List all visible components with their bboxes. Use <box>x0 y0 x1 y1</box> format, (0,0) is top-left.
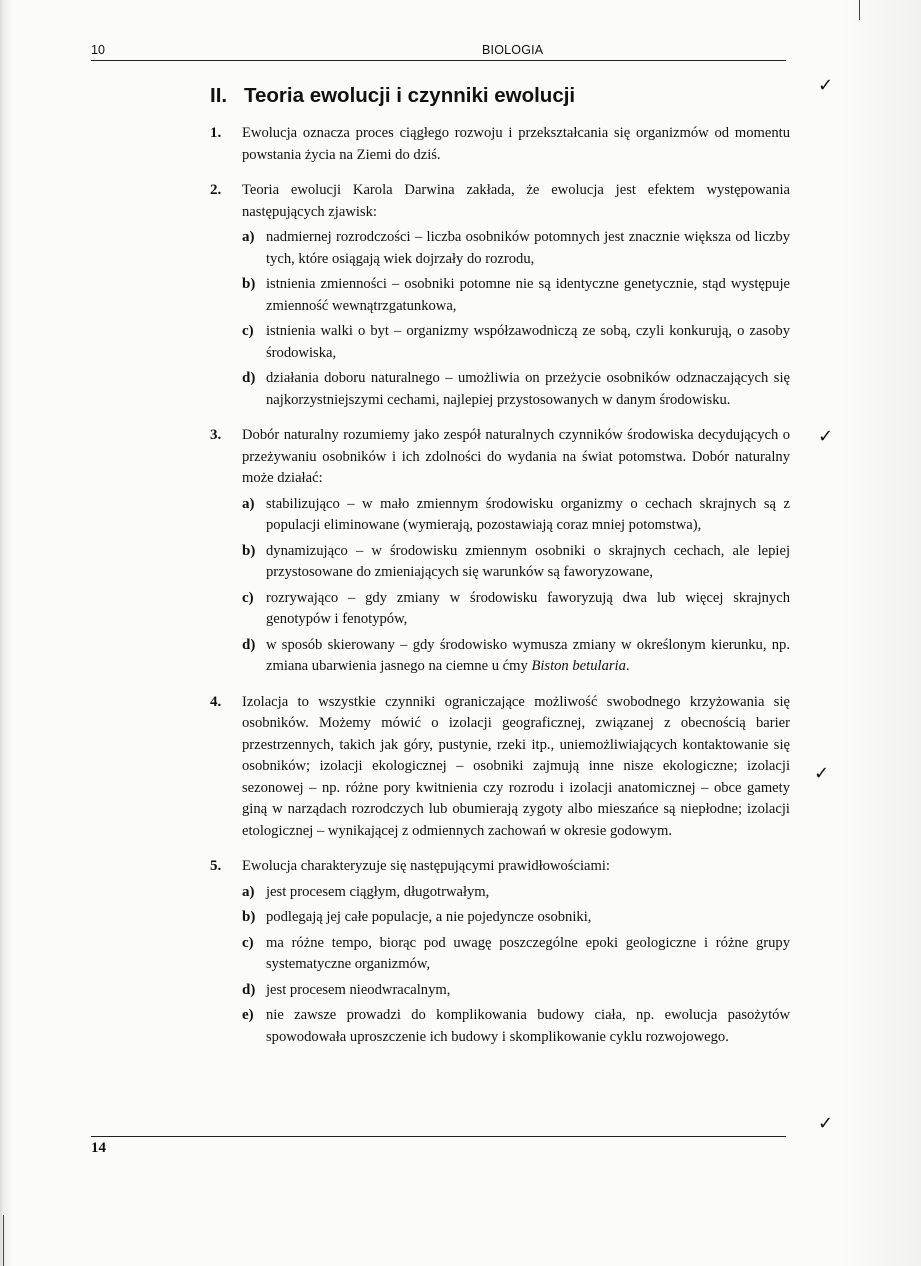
sub-item-letter: b) <box>242 909 256 925</box>
checkmark-icon: ✓ <box>814 763 830 784</box>
header-page-number: 10 <box>91 43 105 57</box>
item-text: Izolacja to wszystkie czynniki ograniczające możliwość swobodnego krzyżowania się osobników. Możemy mówić o izolacji geograficznej, związanej z obecnością barier przestrzennych, takich jak góry, pustynie, rzeki itp., uniemożliwiających kontaktowanie się osobników; izolacji ekologicznej – osobniki zajmują inne nisze ekologiczne; izolacji sezonowej – np. różne pory kwitnienia czy rozrodu i izolacji anatomicznej – obce gamety giną w narządach rozrodczych lub obumierają zygoty albo mieszańce są niepłodne; izolacji etologicznej – wynikającej z odmiennych zachowań w okresie godowym. <box>242 693 790 839</box>
header-rule <box>91 60 786 61</box>
section-title <box>210 84 790 108</box>
item-text: Teoria ewolucji Karola Darwina zakłada, że ewolucja jest efektem występowania następujących zjawisk: <box>242 182 790 220</box>
sub-item <box>242 227 790 270</box>
sub-item-letter: c) <box>242 589 254 606</box>
sub-item <box>242 882 790 904</box>
sub-item-letter: a) <box>242 495 255 512</box>
item-text: Ewolucja oznacza proces ciągłego rozwoju i przekształcania się organizmów od momentu powstania życia na Ziemi do dziś. <box>242 125 790 163</box>
sub-item-letter: e) <box>242 1007 254 1023</box>
species-name: Biston betularia <box>531 658 626 674</box>
sub-item-text: nie zawsze prowadzi do komplikowania budowy ciała, np. ewolucja pasożytów spowodowała uproszczenie ich budowy i skomplikowanie cyklu rozwojowego. <box>266 1007 790 1045</box>
sub-item-text: rozrywająco – gdy zmiany w środowisku faworyzują dwa lub więcej skrajnych genotypów i fenotypów, <box>266 589 790 627</box>
sub-item <box>242 541 790 584</box>
sub-item-text: podlegają jej całe populacje, a nie pojedyncze osobniki, <box>266 909 592 925</box>
section-number: II. <box>210 84 228 107</box>
sub-item-text-main: w sposób skierowany – gdy środowisko wymusza zmiany w określonym kierunku, np. zmiana ubarwienia jasnego na ciemne u ćmy <box>266 636 790 674</box>
scan-edge-mark <box>3 1215 4 1266</box>
sub-item-text: jest procesem ciągłym, długotrwałym, <box>266 883 490 900</box>
checkmark-icon: ✓ <box>818 75 834 96</box>
scan-right-edge <box>841 0 921 1266</box>
sub-item-letter: c) <box>242 934 254 951</box>
footer-page-number: 14 <box>91 1140 106 1156</box>
scan-edge-mark <box>859 0 860 20</box>
sub-item-text: jest procesem nieodwracalnym, <box>266 981 451 998</box>
sub-item-text: ma różne tempo, biorąc pod uwagę poszczególne epoki geologiczne i różne grupy systematyczne organizmów, <box>266 934 790 972</box>
sub-item <box>242 635 790 678</box>
header-subject: BIOLOGIA <box>482 43 544 57</box>
list-item <box>210 425 790 678</box>
footer-rule <box>91 1136 786 1137</box>
section-title-text: Teoria ewolucji i czynniki ewolucji <box>244 84 576 107</box>
sub-item-letter: d) <box>242 370 256 386</box>
sub-item-letter: a) <box>242 883 255 900</box>
item-number: 1. <box>210 125 222 141</box>
list-item <box>210 856 790 1048</box>
sub-item <box>242 980 790 1002</box>
item-number: 4. <box>210 693 222 710</box>
item-number: 2. <box>210 182 222 198</box>
sub-item <box>242 494 790 537</box>
scan-left-edge <box>0 0 14 1266</box>
list-item <box>210 123 790 166</box>
list-item <box>210 692 790 843</box>
page-header <box>91 43 786 61</box>
sub-item <box>242 321 790 364</box>
list-item <box>210 180 790 411</box>
page-content <box>210 84 790 1062</box>
sub-item-letter: b) <box>242 542 256 559</box>
sub-item <box>242 907 790 929</box>
item-text: Dobór naturalny rozumiemy jako zespół naturalnych czynników środowiska decydujących o przeżywaniu osobników i ich zdolności do wydania na świat potomstwa. Dobór naturalny może działać: <box>242 427 790 486</box>
sub-item-text-end: . <box>625 658 630 674</box>
sub-item-letter: d) <box>242 636 256 653</box>
sub-item-letter: b) <box>242 276 256 292</box>
sub-item-text: nadmiernej rozrodczości – liczba osobników potomnych jest znacznie większa od liczby tych, które osiągają wiek dojrzały do rozrodu, <box>266 229 790 267</box>
item-text: Ewolucja charakteryzuje się następującymi prawidłowościami: <box>242 858 610 874</box>
item-number: 5. <box>210 858 222 874</box>
checkmark-icon: ✓ <box>818 426 834 447</box>
sub-item <box>242 368 790 411</box>
sub-item-text: dynamizująco – w środowisku zmiennym osobniki o skrajnych cechach, ale lepiej przystosowane do zmieniających się warunków są faworyzowane, <box>266 542 790 580</box>
checkmark-icon: ✓ <box>818 1113 834 1134</box>
sub-item-letter: c) <box>242 323 254 339</box>
item-number: 3. <box>210 427 222 443</box>
sub-item <box>242 1005 790 1048</box>
sub-item-text: działania doboru naturalnego – umożliwia on przeżycie osobników odznaczających się najkorzystniejszymi cechami, najlepiej przystosowanych w danym środowisku. <box>266 370 790 408</box>
sub-item <box>242 588 790 631</box>
sub-item <box>242 274 790 317</box>
sub-item-text <box>266 635 790 678</box>
sub-item <box>242 933 790 976</box>
sub-item-letter: d) <box>242 981 256 998</box>
sub-item-letter: a) <box>242 229 255 245</box>
sub-item-text: stabilizująco – w mało zmiennym środowisku organizmy o cechach skrajnych są z populacji eliminowane (wymierają, pozostawiają coraz mniej potomstwa), <box>266 495 790 533</box>
sub-item-text: istnienia walki o byt – organizmy współzawodniczą ze sobą, czyli konkurują, o zasoby środowiska, <box>266 323 790 361</box>
sub-item-text: istnienia zmienności – osobniki potomne nie są identyczne genetycznie, stąd występuje zmienność wewnątrzgatunkowa, <box>266 276 790 314</box>
